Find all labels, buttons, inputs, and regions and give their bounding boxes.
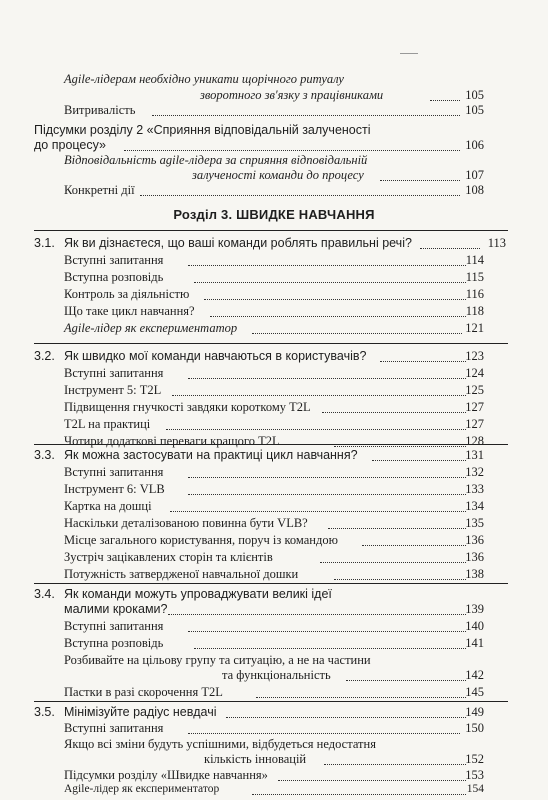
page-number: 132: [465, 465, 484, 479]
toc-entry-text: Agile-лідер як експериментатор: [64, 321, 238, 335]
dot-leader: [204, 299, 466, 300]
page-number: 113: [487, 236, 506, 250]
page-number: 134: [465, 499, 484, 513]
toc-entry-text: до процесу»: [34, 138, 106, 152]
page-number: 136: [465, 550, 484, 564]
toc-entry-text: Підвищення гнучкості завдяки короткому T2L: [64, 400, 311, 414]
toc-entry-text: Підсумки розділу 2 «Сприяння відповідальній залученості: [34, 123, 371, 137]
dot-leader: [172, 395, 466, 396]
section-number: 3.5.: [34, 705, 55, 719]
dot-leader: [166, 429, 466, 430]
toc-entry-text: Вступні запитання: [64, 465, 164, 479]
page-number: 105: [465, 103, 484, 117]
dot-leader: [252, 794, 466, 795]
toc-entry-text: Agile-лідерам необхідно уникати щорічного ритуалу: [64, 72, 344, 86]
toc-entry-text: Agile-лідер як експериментатор: [64, 783, 220, 795]
dot-leader: [188, 378, 466, 379]
toc-entry-text: Конкретні дії: [64, 183, 135, 197]
section-title: Мінімізуйте радіус невдачі: [64, 705, 217, 719]
page-number: 131: [465, 448, 484, 462]
page-number: 149: [465, 705, 484, 719]
page-number: 116: [465, 287, 484, 301]
section-rule: [34, 444, 508, 445]
section-rule: [34, 343, 508, 344]
dot-leader: [140, 195, 460, 196]
page-number: 135: [465, 516, 484, 530]
dot-leader: [210, 316, 466, 317]
dot-leader: [188, 631, 466, 632]
section-title: Як ви дізнаєтеся, що ваші команди роблять правильні речі?: [64, 236, 412, 250]
dot-leader: [278, 780, 466, 781]
page-number: 145: [465, 685, 484, 699]
page-number: 115: [465, 270, 484, 284]
page-number: 139: [465, 602, 484, 616]
page-number: 107: [465, 168, 484, 182]
page-number: 114: [465, 253, 484, 267]
page-number: 136: [465, 533, 484, 547]
dot-leader: [188, 265, 466, 266]
dot-leader: [124, 150, 460, 151]
page-number: 150: [465, 721, 484, 735]
section-number: 3.3.: [34, 448, 55, 462]
chapter-heading: Розділ 3. ШВИДКЕ НАВЧАННЯ: [173, 207, 375, 222]
toc-entry-text: Пастки в разі скорочення T2L: [64, 685, 223, 699]
toc-entry-text: Вступна розповідь: [64, 270, 164, 284]
dot-leader: [252, 333, 462, 334]
toc-entry-text: зворотного зв'язку з працівниками: [200, 88, 384, 102]
dot-leader: [194, 648, 466, 649]
toc-entry-text: Відповідальність agile-лідера за сприяння відповідальній: [64, 153, 368, 167]
section-number: 3.4.: [34, 587, 55, 601]
scan-mark: [400, 53, 418, 54]
dot-leader: [168, 614, 466, 615]
page-number: 138: [465, 567, 484, 581]
toc-entry-text: Розбивайте на цільову групу та ситуацію, а не на частини: [64, 653, 371, 667]
dot-leader: [194, 282, 466, 283]
toc-entry-text: кількість інновацій: [204, 752, 307, 766]
section-rule: [34, 583, 508, 584]
page-number: 106: [465, 138, 484, 152]
toc-entry-text: Зустріч зацікавлених сторін та клієнтів: [64, 550, 273, 564]
page-number: 153: [465, 768, 484, 782]
toc-entry-text: та функціональність: [222, 668, 331, 682]
toc-entry-text: Вступні запитання: [64, 721, 164, 735]
toc-entry-text: Вступні запитання: [64, 253, 164, 267]
section-title: Як команди можуть упроваджувати великі ідеї: [64, 587, 332, 601]
section-rule: [34, 701, 508, 702]
toc-entry-text: Контроль за діяльністю: [64, 287, 190, 301]
section-rule: [34, 230, 508, 231]
dot-leader: [188, 477, 466, 478]
page-number: 127: [465, 417, 484, 431]
toc-entry-text: T2L на практиці: [64, 417, 151, 431]
page-number: 142: [465, 668, 484, 682]
dot-leader: [152, 115, 460, 116]
toc-entry-text: Потужність затвердженої навчальної дошки: [64, 567, 299, 581]
page-number: 108: [465, 183, 484, 197]
page-number: 133: [465, 482, 484, 496]
page-number: 141: [465, 636, 484, 650]
page-number: 123: [465, 349, 484, 363]
toc-entry-text: Вступні запитання: [64, 366, 164, 380]
toc-entry-text: Інструмент 5: T2L: [64, 383, 162, 397]
toc-entry-text: Що таке цикл навчання?: [64, 304, 195, 318]
toc-entry-text: залученості команди до процесу: [192, 168, 364, 182]
toc-entry-text: Вступні запитання: [64, 619, 164, 633]
section-number: 3.1.: [34, 236, 55, 250]
section-title: Як швидко мої команди навчаються в користувачів?: [64, 349, 367, 363]
page-number: 154: [466, 783, 484, 795]
section-title: Як можна застосувати на практиці цикл навчання?: [64, 448, 358, 462]
page-number: 105: [465, 88, 484, 102]
toc-entry-text: Підсумки розділу «Швидке навчання»: [64, 768, 268, 782]
dot-leader: [226, 717, 466, 718]
page-number: 121: [465, 321, 484, 335]
section-number: 3.2.: [34, 349, 55, 363]
toc-entry-text: Наскільки деталізованою повинна бути VLB?: [64, 516, 308, 530]
toc-entry-text: Чотири додаткові переваги кращого T2L: [64, 434, 280, 448]
dot-leader: [188, 733, 460, 734]
dot-leader: [256, 697, 466, 698]
page-number: 128: [465, 434, 484, 448]
page-number: 127: [465, 400, 484, 414]
dot-leader: [188, 494, 466, 495]
toc-entry-text: Інструмент 6: VLB: [64, 482, 165, 496]
toc-entry-text: Картка на дошці: [64, 499, 152, 513]
page-number: 140: [465, 619, 484, 633]
toc-entry-text: Якщо всі зміни будуть успішними, відбудеться недостатня: [64, 737, 376, 751]
toc-entry-text: Місце загального користування, поруч із командою: [64, 533, 338, 547]
page-number: 118: [465, 304, 484, 318]
toc-entry-text: Витривалість: [64, 103, 136, 117]
toc-entry-text: Вступна розповідь: [64, 636, 164, 650]
page-number: 124: [465, 366, 484, 380]
section-title-cont: малими кроками?: [64, 602, 168, 616]
page-number: 125: [465, 383, 484, 397]
dot-leader: [170, 511, 466, 512]
page-number: 152: [465, 752, 484, 766]
